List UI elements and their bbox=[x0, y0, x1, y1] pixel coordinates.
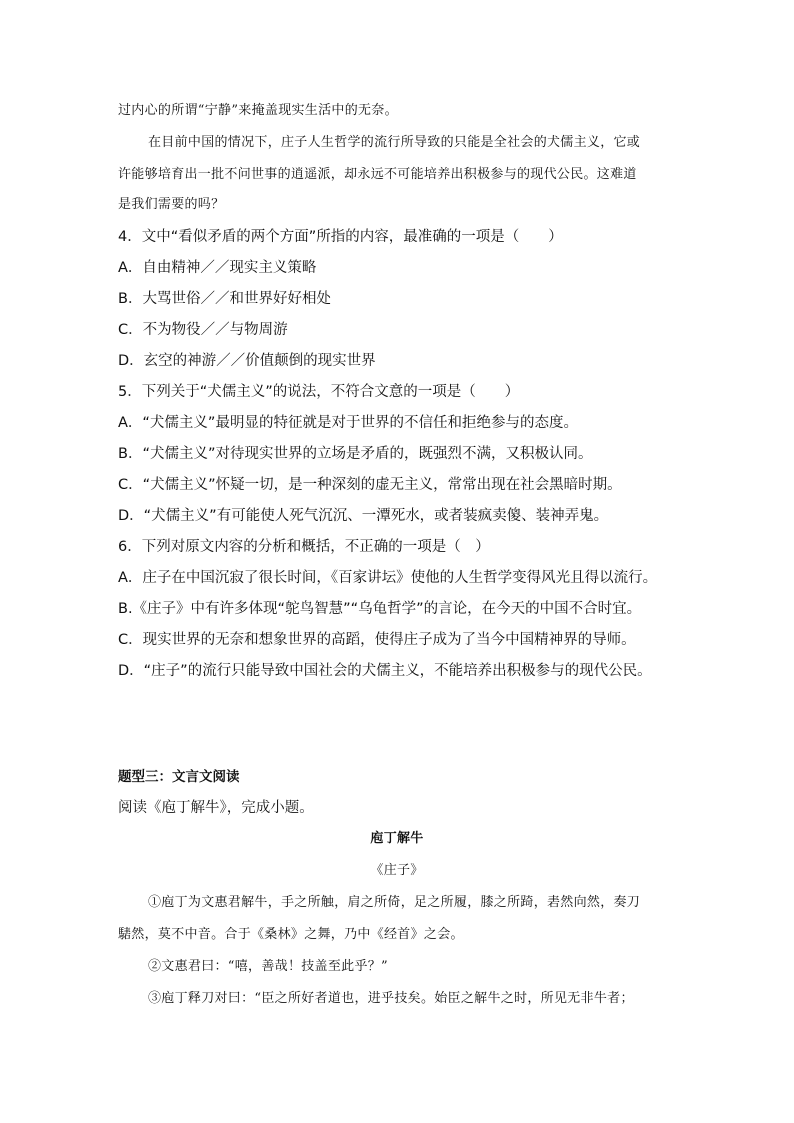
question-option: B．大骂世俗／／和世界好好相处 bbox=[118, 291, 331, 307]
question-option: D．玄空的神游／／价值颠倒的现实世界 bbox=[118, 353, 376, 369]
question-option: B.《庄子》中有许多体现“鸵鸟智慧”“乌龟哲学”的言论，在今天的中国不合时宜。 bbox=[118, 601, 642, 617]
question-option: A．“犬儒主义”最明显的特征就是对于世界的不信任和拒绝参与的态度。 bbox=[118, 415, 578, 431]
question-stem: 4．文中“看似矛盾的两个方面”所指的内容，最准确的一项是（ ） bbox=[118, 229, 563, 245]
classical-text-paragraph: ③庖丁释刀对曰：“臣之所好者道也，进乎技矣。始臣之解牛之时，所见无非牛者； bbox=[148, 991, 634, 1006]
classical-text-title: 庖丁解牛 bbox=[370, 831, 424, 846]
question-stem: 6．下列对原文内容的分析和概括，不正确的一项是（ ） bbox=[118, 539, 490, 555]
question-option: D．“犬儒主义”有可能使人死气沉沉、一潭死水，或者装疯卖傻、装神弄鬼。 bbox=[118, 508, 609, 524]
question-stem: 5．下列关于“犬儒主义”的说法，不符合文意的一项是（ ） bbox=[118, 384, 520, 400]
passage-line: 是我们需要的吗？ bbox=[118, 197, 225, 212]
question-option: B．“犬儒主义”对待现实世界的立场是矛盾的，既强烈不满，又积极认同。 bbox=[118, 446, 593, 462]
section-heading: 题型三：文言文阅读 bbox=[118, 769, 240, 785]
passage-line: 许能够培育出一批不问世事的逍遥派，却永远不可能培养出积极参与的现代公民。这难道 bbox=[118, 167, 637, 182]
passage-line: 过内心的所谓“宁静”来掩盖现实生活中的无奈。 bbox=[118, 103, 398, 118]
question-option: C．现实世界的无奈和想象世界的高蹈，使得庄子成为了当今中国精神界的导师。 bbox=[118, 632, 636, 648]
classical-text-author: 《庄子》 bbox=[370, 863, 424, 878]
classical-text-paragraph: ②文惠君曰：“嘻，善哉！技盖至此乎？” bbox=[148, 959, 388, 974]
section-instruction: 阅读《庖丁解牛》，完成小题。 bbox=[118, 800, 314, 816]
classical-text-paragraph: ①庖丁为文惠君解牛，手之所触，肩之所倚，足之所履，膝之所踦，砉然向然，奏刀 bbox=[148, 895, 641, 910]
question-option: C．不为物役／／与物周游 bbox=[118, 322, 288, 338]
question-option: A．自由精神／／现实主义策略 bbox=[118, 260, 317, 276]
question-option: A．庄子在中国沉寂了很长时间，《百家讲坛》使他的人生哲学变得风光且得以流行。 bbox=[118, 570, 658, 586]
classical-text-paragraph: 騞然，莫不中音。合于《桑林》之舞，乃中《经首》之会。 bbox=[118, 927, 464, 942]
question-option: D．“庄子”的流行只能导致中国社会的犬儒主义，不能培养出积极参与的现代公民。 bbox=[118, 663, 652, 679]
passage-line: 在目前中国的情况下，庄子人生哲学的流行所导致的只能是全社会的犬儒主义，它或 bbox=[148, 135, 641, 150]
question-option: C．“犬儒主义”怀疑一切，是一种深刻的虚无主义，常常出现在社会黑暗时期。 bbox=[118, 477, 622, 493]
